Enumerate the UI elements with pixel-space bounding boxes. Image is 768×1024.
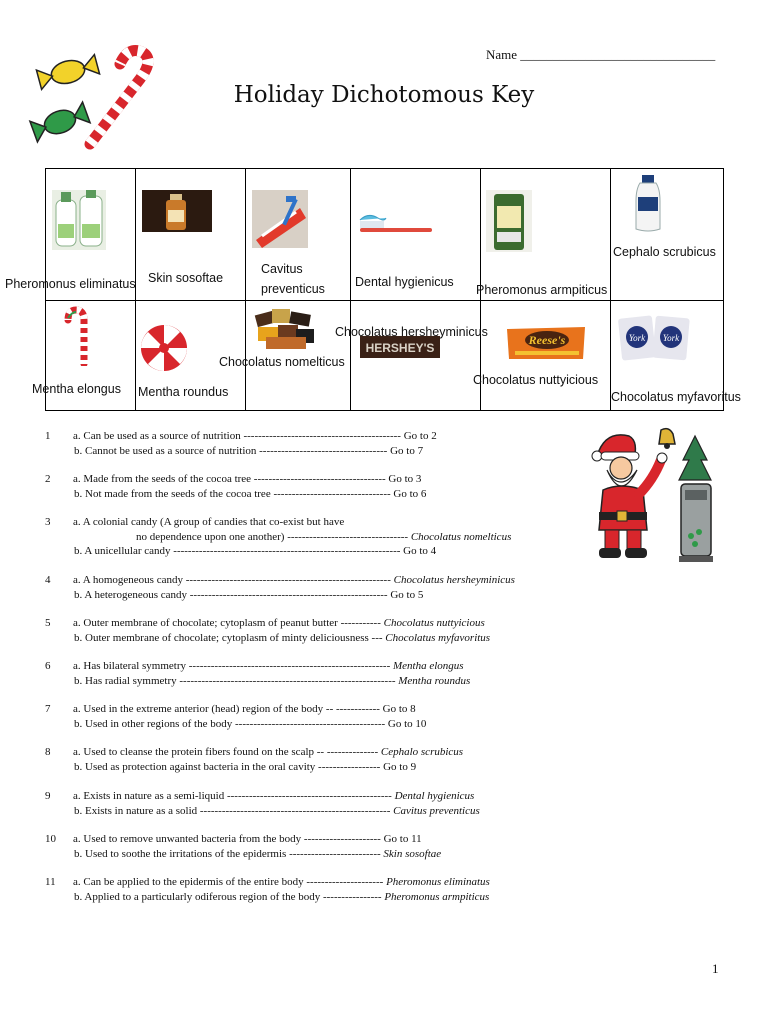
- key-line: [74, 891, 489, 903]
- toothbrush-icon: [356, 210, 434, 238]
- key-result: Chocolatus hersheyminicus: [393, 574, 515, 586]
- key-result: Dental hygienicus: [394, 790, 475, 802]
- key-text: b. Not made from the seeds of the cocoa tree -------------------------------- Go to 6: [74, 487, 427, 500]
- key-line: [74, 805, 480, 817]
- key-line: [73, 617, 485, 629]
- step-number: 3: [45, 516, 51, 528]
- key-result: Chocolatus myfavoritus: [385, 631, 491, 644]
- grid-caption: Skin sosoftae: [148, 271, 224, 285]
- grid-caption: Chocolatus nomelticus: [219, 355, 345, 369]
- chocolate-assortment-icon: [254, 307, 318, 351]
- key-line: [73, 574, 515, 586]
- key-text: a. Made from the seeds of the cocoa tree ------------------------------------ Go to 3: [73, 473, 422, 485]
- grid-divider: [45, 300, 724, 301]
- grid-caption: Mentha roundus: [138, 385, 229, 399]
- key-line: [73, 746, 463, 758]
- key-text: a. A colonial candy (A group of candies that co-exist but have: [73, 516, 345, 528]
- grid-divider: [245, 168, 246, 411]
- key-text: a. Has bilateral symmetry -------------------------------------------------------: [73, 660, 393, 672]
- chocolate-bar-brand: HERSHEY'S: [365, 341, 435, 355]
- key-text: b. Cannot be used as a source of nutrition ----------------------------------- Go to 7: [74, 444, 424, 457]
- deodorant-icon: [486, 190, 532, 252]
- key-text: b. Has radial symmetry -----------------------------------------------------------: [74, 674, 399, 687]
- key-text: a. Used to remove unwanted bacteria from the body --------------------- Go to 11: [73, 833, 422, 845]
- key-result: Chocolatus nomelticus: [410, 530, 512, 543]
- step-number: 10: [45, 833, 56, 845]
- step-number: 4: [45, 574, 51, 586]
- grid-caption: Dental hygienicus: [355, 275, 454, 289]
- york-brand-text: York: [628, 333, 646, 343]
- grid-divider: [350, 168, 351, 411]
- step-number: 6: [45, 660, 51, 672]
- key-line: [74, 545, 436, 557]
- key-text: b. A unicellular candy -------------------------------------------------------------- Go to 4: [74, 545, 437, 557]
- key-line: [136, 531, 511, 543]
- key-line: [74, 445, 423, 457]
- page-number: 1: [712, 961, 719, 976]
- santa-clipart-icon: [585, 420, 720, 566]
- name-field-label[interactable]: Name ______________________________: [486, 47, 716, 62]
- key-text: b. Used to soothe the irritations of the epidermis -------------------------: [74, 847, 384, 860]
- key-line: [73, 473, 421, 485]
- key-text: a. Can be applied to the epidermis of the entire body ---------------------: [73, 876, 387, 888]
- grid-caption: preventicus: [261, 282, 325, 296]
- key-result: Pheromonus eliminatus: [386, 876, 490, 888]
- page-title: Holiday Dichotomous Key: [233, 82, 535, 108]
- reeses-brand-text: Reese's: [528, 333, 566, 347]
- york-brand-text: York: [662, 333, 680, 343]
- skin-lotion-icon: [142, 190, 212, 232]
- step-number: 1: [45, 430, 51, 442]
- key-result: Chocolatus nuttyicious: [383, 617, 485, 629]
- lotion-bottles-icon: [52, 190, 106, 250]
- grid-caption: Chocolatus myfavoritus: [611, 390, 741, 404]
- key-text: b. A heterogeneous candy ------------------------------------------------------ Go to 5: [74, 588, 424, 601]
- key-text: a. Can be used as a source of nutrition ------------------------------------------- Go to 2: [73, 430, 437, 442]
- key-text: b. Used as protection against bacteria in the oral cavity ----------------- Go to 9: [74, 760, 417, 773]
- grid-caption: Chocolatus nuttyicious: [473, 373, 599, 387]
- key-line: [74, 761, 416, 773]
- key-text: no dependence upon one another) ---------------------------------: [136, 530, 411, 543]
- toothpaste-icon: [252, 190, 308, 248]
- step-number: 7: [45, 703, 51, 715]
- grid-caption: Cavitus: [261, 262, 303, 276]
- key-line: [73, 876, 490, 888]
- key-line: [73, 703, 416, 715]
- grid-caption: Pheromonus eliminatus: [5, 277, 136, 291]
- key-line: [74, 632, 490, 644]
- key-line: [73, 430, 437, 442]
- key-text: b. Applied to a particularly odiferous region of the body ----------------: [74, 890, 385, 903]
- shampoo-icon: [634, 175, 662, 233]
- key-line: [73, 833, 422, 845]
- grid-caption: Chocolatus hersheyminicus: [335, 325, 488, 339]
- key-result: Skin sosoftae: [383, 847, 442, 860]
- step-number: 11: [45, 876, 56, 888]
- step-number: 2: [45, 473, 51, 485]
- key-text: b. Outer membrane of chocolate; cytoplasm of minty deliciousness ---: [74, 631, 386, 644]
- key-line: [74, 675, 470, 687]
- key-line: [73, 790, 474, 802]
- key-line: [73, 516, 344, 528]
- key-result: Mentha elongus: [393, 660, 464, 672]
- key-text: a. A homogeneous candy --------------------------------------------------------: [73, 574, 394, 586]
- grid-divider: [610, 168, 611, 411]
- peppermint-candy-icon: [140, 324, 188, 372]
- key-text: b. Used in other regions of the body ----------------------------------------- Go to 10: [74, 717, 427, 730]
- key-text: b. Exists in nature as a solid ----------------------------------------------------: [74, 804, 394, 817]
- step-number: 5: [45, 617, 51, 629]
- key-result: Mentha roundus: [398, 674, 471, 687]
- grid-caption: Mentha elongus: [32, 382, 121, 396]
- candy-cane-icon: [62, 306, 96, 366]
- peppermint-patty-icon: [618, 313, 690, 363]
- key-line: [74, 488, 426, 500]
- key-text: a. Used to cleanse the protein fibers found on the scalp -- --------------: [73, 746, 381, 758]
- key-line: [74, 589, 423, 601]
- key-line: [74, 718, 426, 730]
- key-line: [74, 848, 441, 860]
- key-result: Pheromonus armpiticus: [384, 890, 490, 903]
- key-text: a. Exists in nature as a semi-liquid ---------------------------------------------: [73, 790, 395, 802]
- key-text: a. Outer membrane of chocolate; cytoplasm of peanut butter -----------: [73, 617, 384, 629]
- key-result: Cavitus preventicus: [393, 804, 480, 817]
- key-text: a. Used in the extreme anterior (head) region of the body -- ------------ Go to 8: [73, 703, 416, 715]
- grid-caption: Cephalo scrubicus: [613, 245, 716, 259]
- key-line: [73, 660, 464, 672]
- step-number: 8: [45, 746, 51, 758]
- key-result: Cephalo scrubicus: [380, 746, 464, 758]
- step-number: 9: [45, 790, 51, 802]
- peanut-butter-cup-icon: [505, 325, 587, 361]
- grid-caption: Pheromonus armpiticus: [476, 283, 608, 297]
